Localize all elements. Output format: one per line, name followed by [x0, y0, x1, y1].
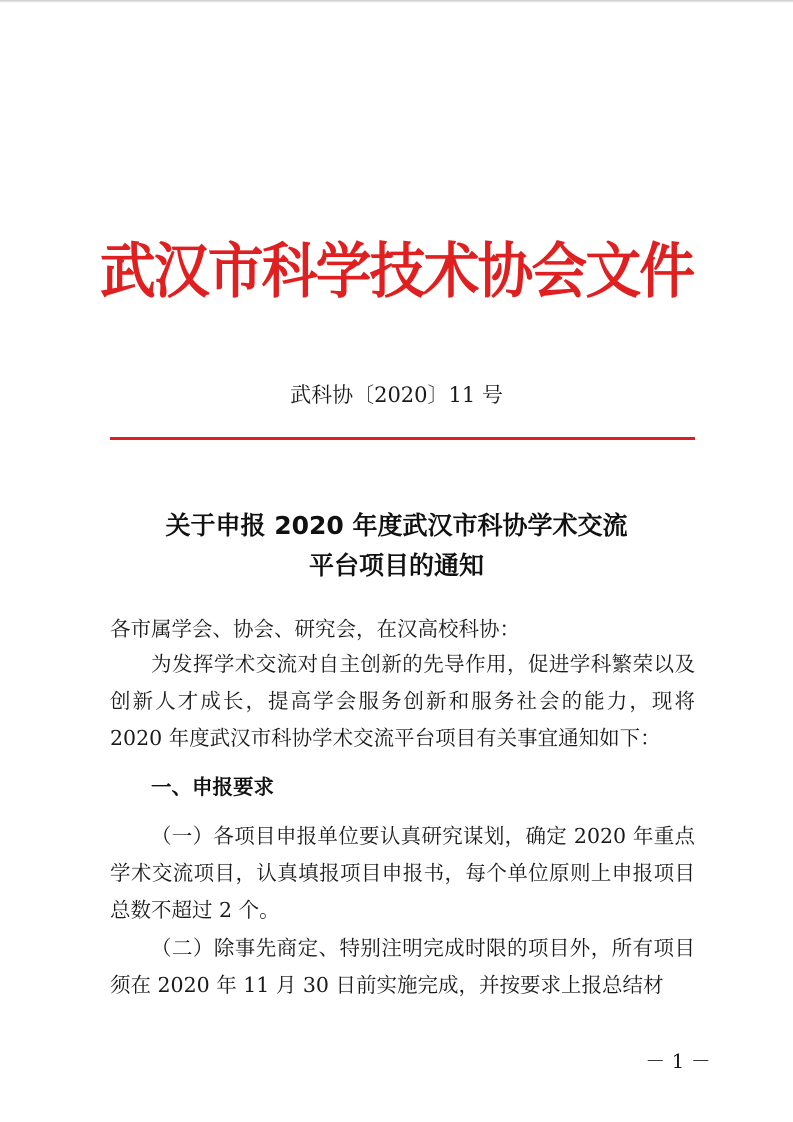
requirement-item-1: （一）各项目申报单位要认真研究谋划，确定 2020 年重点学术交流项目，认真填报项目申报书，每个单位原则上申报项目总数不超过 2 个。	[110, 824, 695, 922]
requirement-item-2: （二）除事先商定、特别注明完成时限的项目外，所有项目须在 2020 年 11 月 30 日前实施完成，并按要求上报总结材	[110, 936, 695, 997]
notice-title	[0, 506, 793, 586]
document-number: 武科协〔2020〕11 号	[290, 383, 503, 407]
scan-edge	[0, 0, 793, 3]
notice-title-line-2: 平台项目的通知	[308, 551, 484, 580]
salutation: 各市属学会、协会、研究会，在汉高校科协：	[110, 617, 520, 641]
organization-header-title: 武汉市科学技术协会文件	[99, 237, 694, 307]
notice-title-line-1: 关于申报 2020 年度武汉市科协学术交流	[165, 511, 628, 540]
red-divider-rule	[110, 437, 695, 440]
page-number: － 1 －	[645, 1049, 711, 1073]
section-heading-requirements: 一、申报要求	[151, 775, 274, 799]
intro-paragraph: 为发挥学术交流对自主创新的先导作用，促进学科繁荣以及创新人才成长，提高学会服务创新和服务社会的能力，现将2020 年度武汉市科协学术交流平台项目有关事宜通知如下：	[110, 652, 695, 750]
